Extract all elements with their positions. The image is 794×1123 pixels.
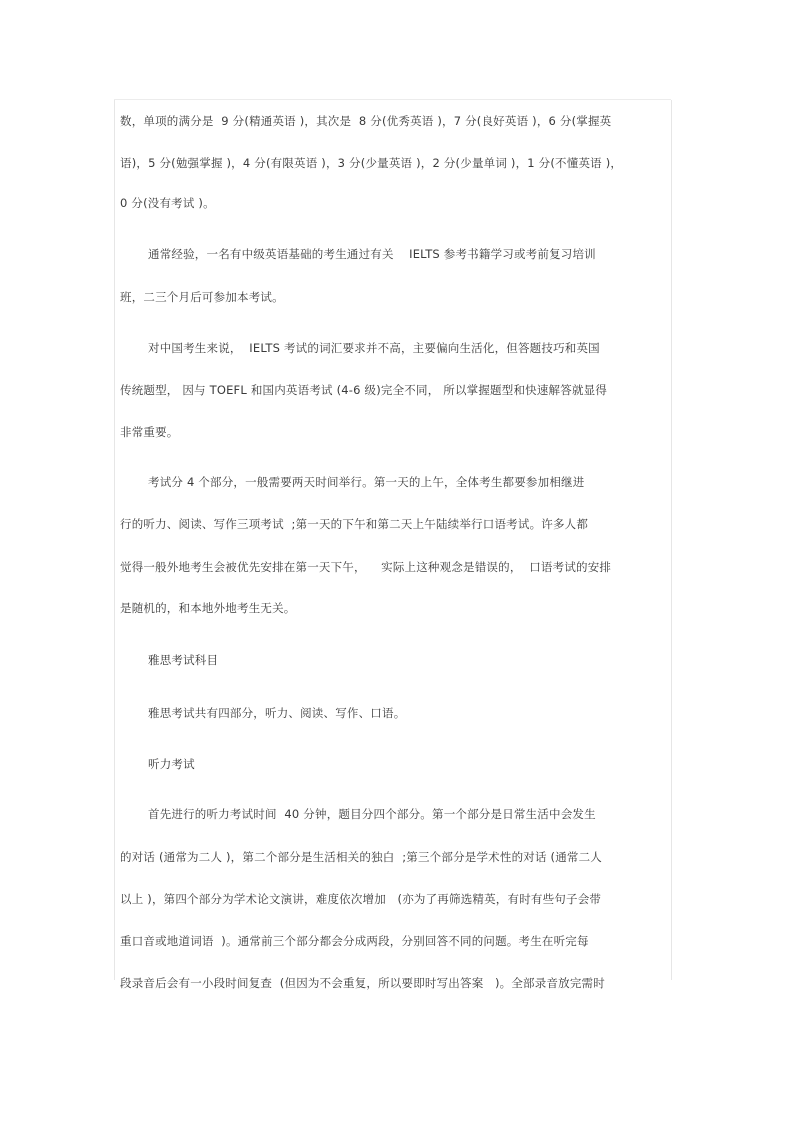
text-line: 传统题型， 因与 TOEFL 和国内英语考试 (4-6 级)完全不同， 所以掌握题型和快速解答就显得 bbox=[120, 383, 608, 397]
text-line: 雅思考试共有四部分，听力、阅读、写作、口语。 bbox=[148, 706, 406, 720]
text-line: 通常经验，一名有中级英语基础的考生通过有关 IELTS 参考书籍学习或考前复习培训 bbox=[148, 247, 596, 261]
text-line: 语)，5 分(勉强掌握 )，4 分(有限英语 )，3 分(少量英语 )，2 分(少量单词 )，1 分(不懂英语 )， bbox=[120, 156, 623, 170]
text-line: 对中国考生来说， IELTS 考试的词汇要求并不高，主要偏向生活化，但答题技巧和英国 bbox=[148, 341, 600, 355]
page-left-edge bbox=[114, 100, 115, 980]
text-line: 以上 )，第四个部分为学术论文演讲，难度依次增加 (亦为了再筛选精英，有时有些句子会带 bbox=[120, 892, 602, 906]
text-line: 数，单项的满分是 9 分(精通英语 )，其次是 8 分(优秀英语 )，7 分(良好英语 )，6 分(掌握英 bbox=[120, 114, 612, 128]
text-line: 考试分 4 个部分，一般需要两天时间举行。第一天的上午，全体考生都要参加相继进 bbox=[148, 475, 585, 489]
text-line: 非常重要。 bbox=[120, 425, 179, 439]
text-line: 重口音或地道词语 )。通常前三个部分都会分成两段，分别回答不同的问题。考生在听完每 bbox=[120, 934, 589, 948]
text-line: 段录音后会有一小段时间复查 (但因为不会重复，所以要即时写出答案 )。全部录音放完需时 bbox=[120, 976, 605, 990]
page-top-edge bbox=[114, 99, 671, 100]
text-line: 觉得一般外地考生会被优先安排在第一天下午， 实际上这种观念是错误的， 口语考试的安排 bbox=[120, 560, 612, 574]
text-line: 行的听力、阅读、写作三项考试 ;第一天的下午和第二天上午陆续举行口语考试。许多人都 bbox=[120, 517, 589, 531]
section-heading: 雅思考试科目 bbox=[148, 653, 219, 667]
page-right-edge bbox=[671, 100, 672, 980]
text-line: 首先进行的听力考试时间 40 分钟，题目分四个部分。第一个部分是日常生活中会发生 bbox=[148, 807, 596, 821]
text-line: 是随机的，和本地外地考生无关。 bbox=[120, 601, 296, 615]
text-line: 班，二三个月后可参加本考试。 bbox=[120, 290, 284, 304]
text-line: 的对话 (通常为二人 )，第二个部分是生活相关的独白 ;第三个部分是学术性的对话 (通常二人 bbox=[120, 850, 603, 864]
section-heading: 听力考试 bbox=[148, 757, 195, 771]
text-line: 0 分(没有考试 )。 bbox=[120, 196, 215, 210]
